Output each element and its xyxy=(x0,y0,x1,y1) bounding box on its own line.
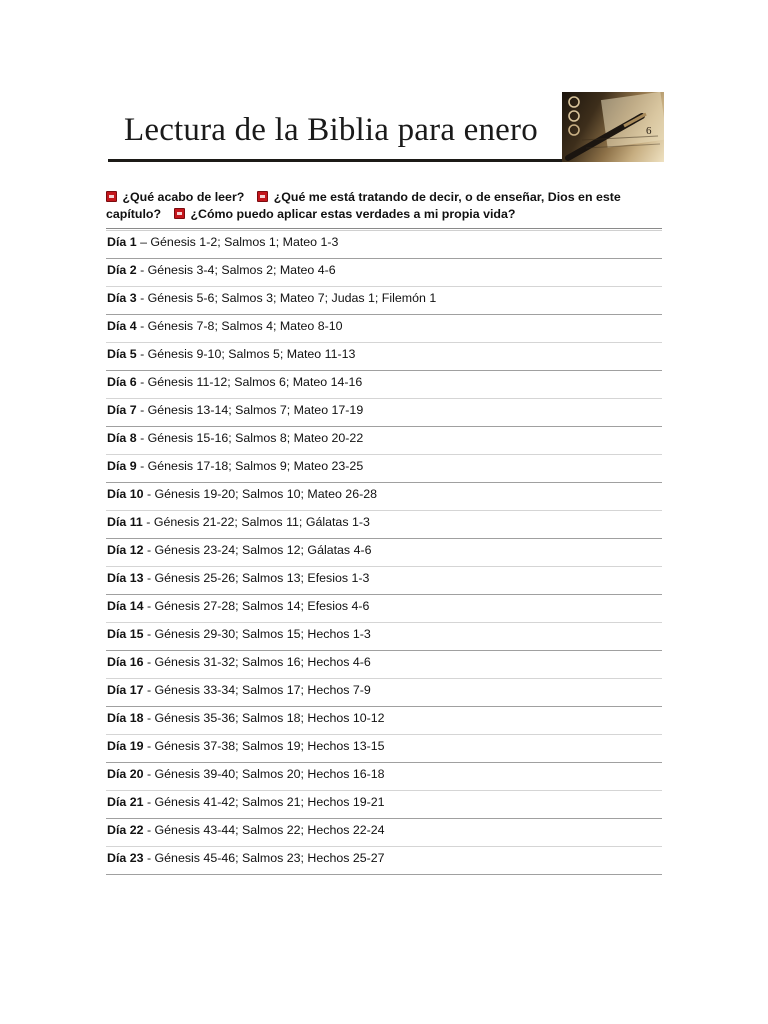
day-label: Día 14 xyxy=(107,599,144,613)
day-reading: Génesis 37-38; Salmos 19; Hechos 13-15 xyxy=(154,739,385,753)
list-item xyxy=(106,315,662,343)
day-separator: - xyxy=(136,459,148,473)
day-reading: Génesis 19-20; Salmos 10; Mateo 26-28 xyxy=(154,487,378,501)
list-item xyxy=(106,399,662,427)
day-reading: Génesis 23-24; Salmos 12; Gálatas 4-6 xyxy=(154,543,372,557)
day-reading: Génesis 35-36; Salmos 18; Hechos 10-12 xyxy=(154,711,385,725)
day-label: Día 4 xyxy=(107,319,137,333)
list-item xyxy=(106,483,662,511)
red-bullet-icon xyxy=(174,208,185,219)
list-item xyxy=(106,259,662,287)
day-label: Día 8 xyxy=(107,431,137,445)
day-reading: Génesis 11-12; Salmos 6; Mateo 14-16 xyxy=(147,375,363,389)
list-item xyxy=(106,231,662,259)
day-reading: Génesis 31-32; Salmos 16; Hechos 4-6 xyxy=(154,655,371,669)
day-label: Día 13 xyxy=(107,571,144,585)
day-reading: Génesis 43-44; Salmos 22; Hechos 22-24 xyxy=(154,823,385,837)
day-label: Día 9 xyxy=(107,459,137,473)
day-separator: – xyxy=(136,235,151,249)
day-label: Día 17 xyxy=(107,683,144,697)
list-item xyxy=(106,763,662,791)
list-item xyxy=(106,791,662,819)
reading-plan-list xyxy=(106,231,662,875)
day-label: Día 5 xyxy=(107,347,137,361)
red-bullet-icon xyxy=(257,191,268,202)
page-title: Lectura de la Biblia para enero xyxy=(124,112,538,148)
reflection-questions xyxy=(106,189,662,223)
day-separator: - xyxy=(143,823,155,837)
day-separator: - xyxy=(136,263,148,277)
day-label: Día 11 xyxy=(107,515,143,529)
question-2: ¿Qué me está tratando de decir, o de enseñar, Dios en este capítulo? xyxy=(106,190,621,221)
red-bullet-icon xyxy=(106,191,117,202)
day-separator: - xyxy=(143,655,155,669)
header-banner xyxy=(108,92,664,162)
day-separator: - xyxy=(142,515,154,529)
day-reading: Génesis 45-46; Salmos 23; Hechos 25-27 xyxy=(154,851,385,865)
day-reading: Génesis 17-18; Salmos 9; Mateo 23-25 xyxy=(147,459,364,473)
list-item xyxy=(106,539,662,567)
list-item xyxy=(106,511,662,539)
question-1: ¿Qué acabo de leer? xyxy=(122,190,245,204)
day-label: Día 1 xyxy=(107,235,137,249)
list-item xyxy=(106,819,662,847)
day-reading: Génesis 33-34; Salmos 17; Hechos 7-9 xyxy=(154,683,371,697)
day-separator: - xyxy=(136,403,148,417)
day-label: Día 6 xyxy=(107,375,137,389)
list-item xyxy=(106,343,662,371)
list-item xyxy=(106,567,662,595)
day-reading: Génesis 15-16; Salmos 8; Mateo 20-22 xyxy=(147,431,364,445)
day-label: Día 20 xyxy=(107,767,144,781)
day-separator: - xyxy=(143,599,155,613)
day-label: Día 2 xyxy=(107,263,137,277)
question-3: ¿Cómo puedo aplicar estas verdades a mi propia vida? xyxy=(190,207,516,221)
day-separator: - xyxy=(143,627,155,641)
day-label: Día 15 xyxy=(107,627,144,641)
day-separator: - xyxy=(143,571,155,585)
list-item xyxy=(106,735,662,763)
list-item xyxy=(106,427,662,455)
day-reading: Génesis 13-14; Salmos 7; Mateo 17-19 xyxy=(147,403,364,417)
day-reading: Génesis 3-4; Salmos 2; Mateo 4-6 xyxy=(147,263,336,277)
day-label: Día 21 xyxy=(107,795,144,809)
day-label: Día 18 xyxy=(107,711,144,725)
day-separator: - xyxy=(136,431,148,445)
day-separator: - xyxy=(143,683,155,697)
list-item xyxy=(106,679,662,707)
day-label: Día 3 xyxy=(107,291,137,305)
day-separator: - xyxy=(143,767,155,781)
day-reading: Génesis 7-8; Salmos 4; Mateo 8-10 xyxy=(147,319,343,333)
day-separator: - xyxy=(143,487,155,501)
list-item xyxy=(106,595,662,623)
list-item xyxy=(106,287,662,315)
day-reading: Génesis 25-26; Salmos 13; Efesios 1-3 xyxy=(154,571,370,585)
day-reading: Génesis 39-40; Salmos 20; Hechos 16-18 xyxy=(154,767,385,781)
day-label: Día 23 xyxy=(107,851,144,865)
list-item xyxy=(106,371,662,399)
day-reading: Génesis 5-6; Salmos 3; Mateo 7; Judas 1; Filemón 1 xyxy=(147,291,437,305)
list-item xyxy=(106,623,662,651)
day-separator: - xyxy=(143,795,155,809)
list-item xyxy=(106,455,662,483)
day-reading: Génesis 29-30; Salmos 15; Hechos 1-3 xyxy=(154,627,371,641)
svg-text:6: 6 xyxy=(646,125,652,137)
day-reading: Génesis 21-22; Salmos 11; Gálatas 1-3 xyxy=(153,515,370,529)
day-separator: - xyxy=(143,739,155,753)
day-reading: Génesis 27-28; Salmos 14; Efesios 4-6 xyxy=(154,599,370,613)
day-separator: - xyxy=(136,319,148,333)
day-label: Día 16 xyxy=(107,655,144,669)
day-label: Día 12 xyxy=(107,543,144,557)
day-reading: Génesis 1-2; Salmos 1; Mateo 1-3 xyxy=(150,235,339,249)
day-separator: - xyxy=(136,375,148,389)
day-label: Día 22 xyxy=(107,823,144,837)
list-item xyxy=(106,847,662,875)
pen-and-calendar-photo xyxy=(562,92,664,162)
day-separator: - xyxy=(143,711,155,725)
day-separator: - xyxy=(136,291,148,305)
day-label: Día 7 xyxy=(107,403,137,417)
day-label: Día 10 xyxy=(107,487,144,501)
day-separator: - xyxy=(143,543,155,557)
list-item xyxy=(106,707,662,735)
day-reading: Génesis 41-42; Salmos 21; Hechos 19-21 xyxy=(154,795,385,809)
day-label: Día 19 xyxy=(107,739,144,753)
day-separator: - xyxy=(143,851,155,865)
day-reading: Génesis 9-10; Salmos 5; Mateo 11-13 xyxy=(147,347,356,361)
day-separator: - xyxy=(136,347,148,361)
list-item xyxy=(106,651,662,679)
